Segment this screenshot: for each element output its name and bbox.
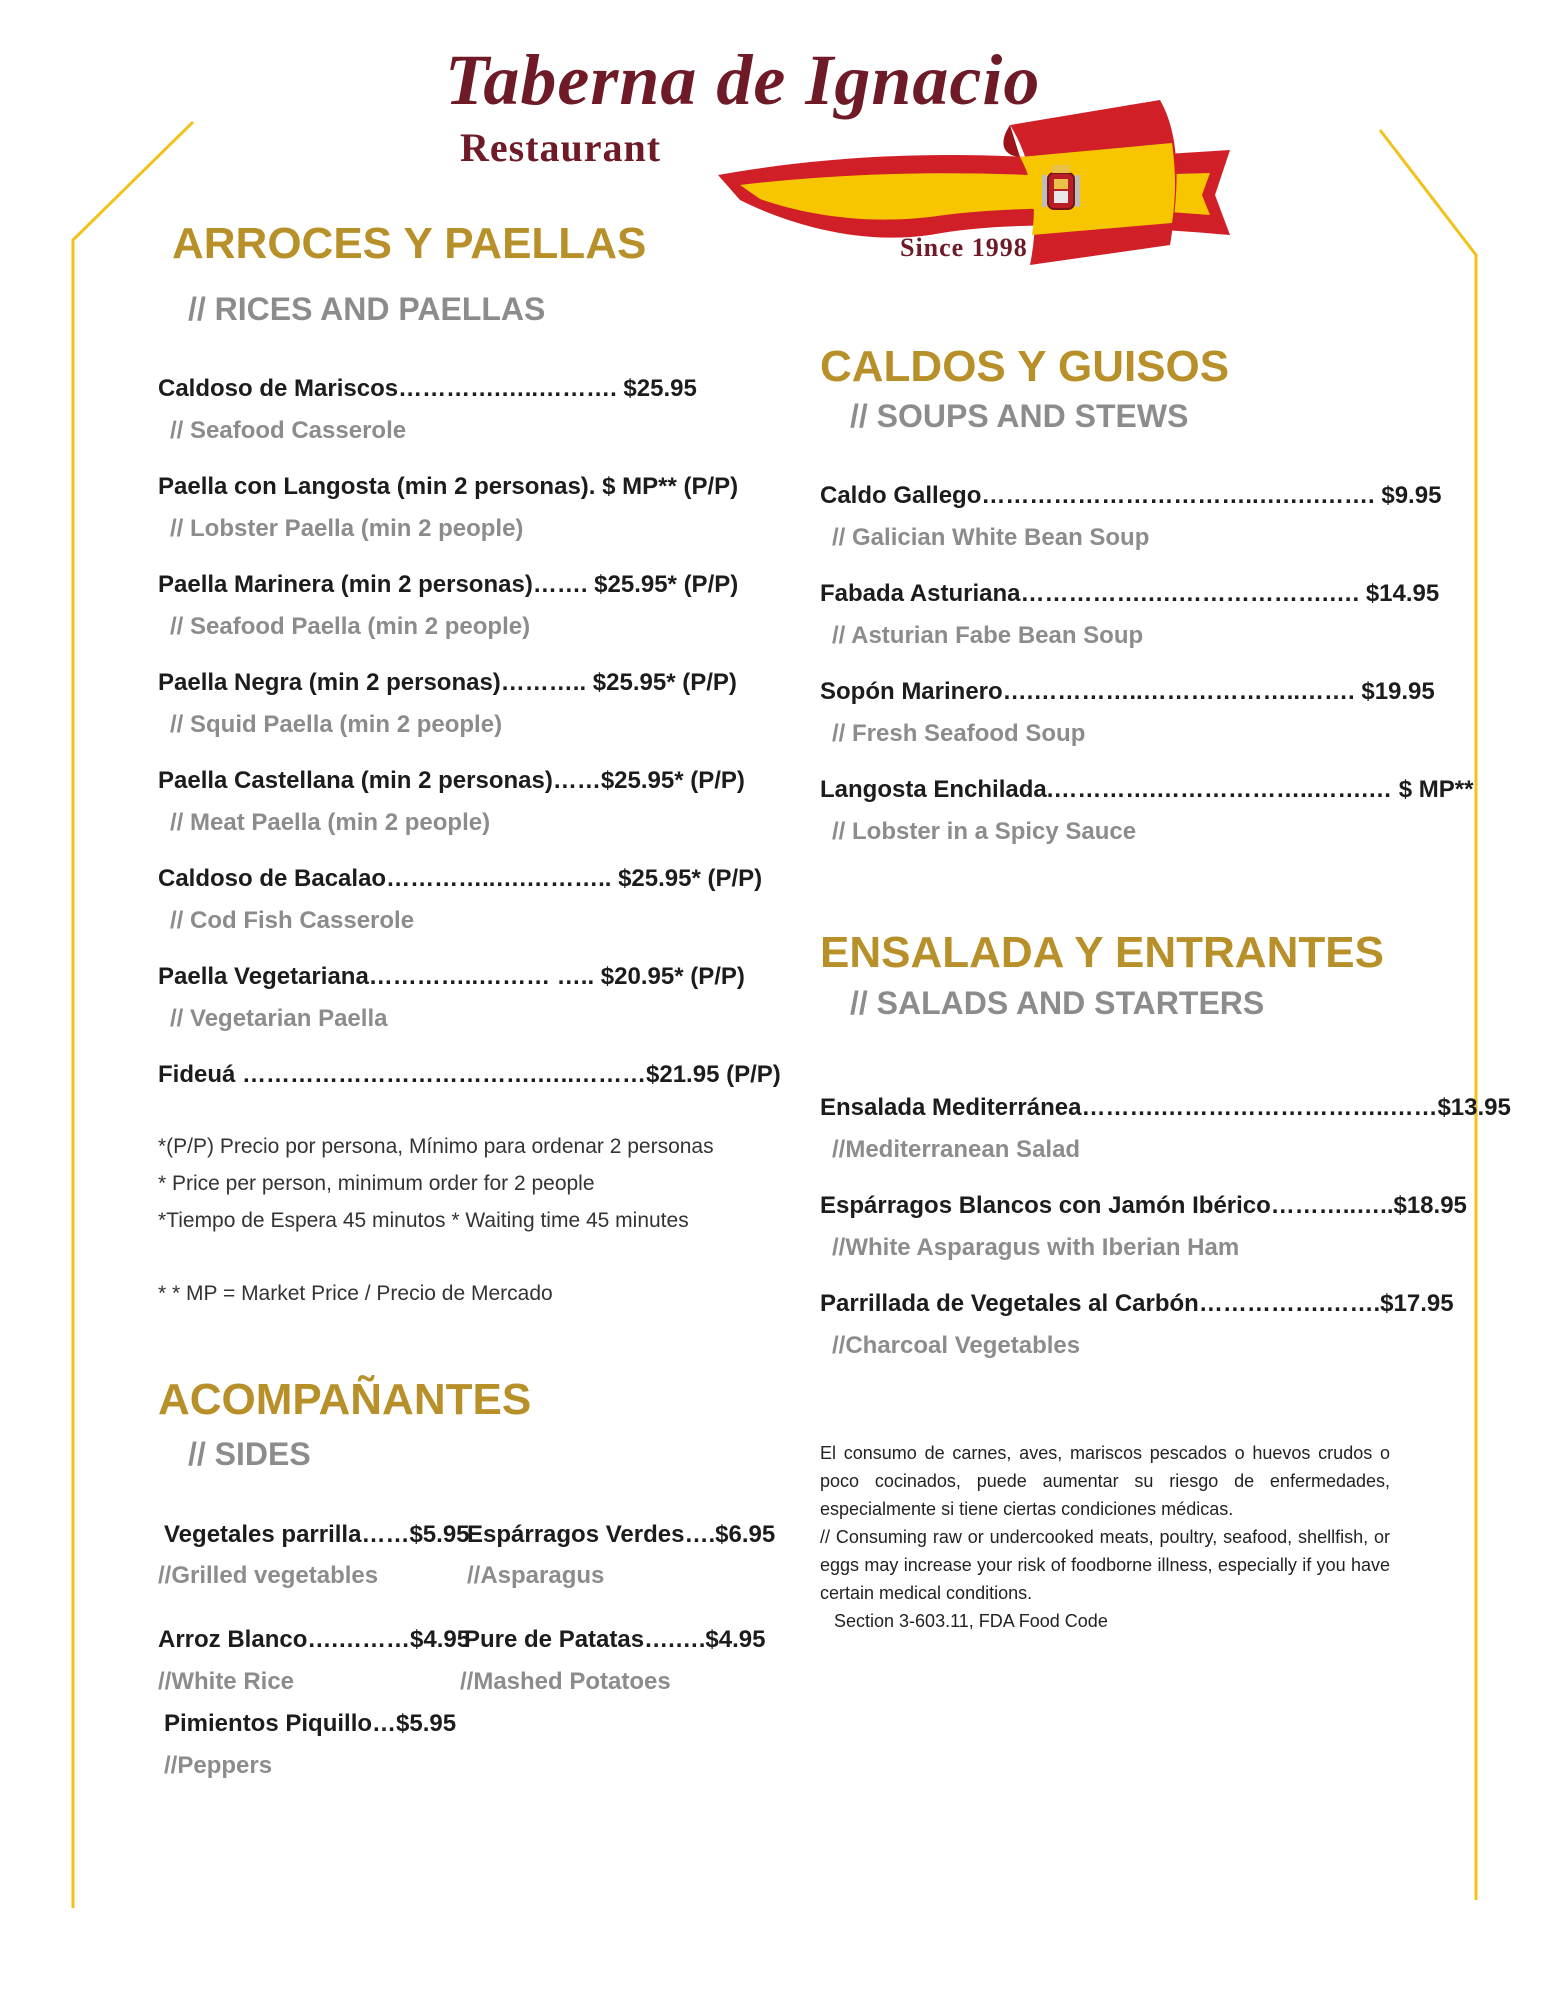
note-line: *(P/P) Precio por persona, Mínimo para ordenar 2 personas xyxy=(158,1135,714,1158)
side-item-name: Pimientos Piquillo…$5.95 xyxy=(164,1710,457,1737)
side-item-sub: //White Rice xyxy=(158,1668,295,1695)
rice-item-name: Paella con Langosta (min 2 personas). $ MP** (P/P) xyxy=(158,473,739,500)
side-item-sub: //Asparagus xyxy=(467,1562,605,1589)
disclaimer-english: // Consuming raw or undercooked meats, poultry, seafood, shellfish, or eggs may increase your risk of foodborne illness, especially if you have certain medical conditions. xyxy=(820,1527,1390,1603)
rices-title: ARROCES Y PAELLAS xyxy=(172,219,647,268)
note-line: *Tiempo de Espera 45 minutos * Waiting time 45 minutes xyxy=(158,1209,689,1232)
soup-item-name: Caldo Gallego……………………………..….….……. $9.95 xyxy=(820,482,1442,509)
rice-item-sub: // Lobster Paella (min 2 people) xyxy=(170,515,524,542)
salads-title: ENSALADA Y ENTRANTES xyxy=(820,928,1384,977)
salad-item-name: Espárragos Blancos con Jamón Ibérico………..…..$18.95 xyxy=(820,1192,1467,1219)
side-item-name: Vegetales parrilla……$5.95 xyxy=(164,1521,470,1548)
rice-item-sub: // Vegetarian Paella xyxy=(170,1005,388,1032)
rice-item-name: Paella Castellana (min 2 personas)……$25.95* (P/P) xyxy=(158,767,745,794)
soups-subtitle: // SOUPS AND STEWS xyxy=(850,398,1189,434)
food-safety-disclaimer xyxy=(820,1439,1390,1635)
rice-item-sub: // Seafood Casserole xyxy=(170,417,407,444)
rice-item-name: Fideuá ……………………………….…..………$21.95 (P/P) xyxy=(158,1061,781,1088)
salad-item-sub: //White Asparagus with Iberian Ham xyxy=(832,1234,1240,1261)
restaurant-subtitle: Restaurant xyxy=(460,125,662,170)
side-item-sub: //Grilled vegetables xyxy=(158,1562,379,1589)
rice-item-sub: // Seafood Paella (min 2 people) xyxy=(170,613,531,640)
rice-item-name: Paella Negra (min 2 personas)……….. $25.95* (P/P) xyxy=(158,669,737,696)
sides-subtitle: // SIDES xyxy=(188,1436,311,1472)
rice-item-name: Caldoso de Bacalao…………..….……….. $25.95* (P/P) xyxy=(158,865,763,892)
note-line: * Price per person, minimum order for 2 people xyxy=(158,1172,595,1195)
disclaimer-code: Section 3-603.11, FDA Food Code xyxy=(834,1611,1108,1631)
rice-item-name: Caldoso de Mariscos………….…..………. $25.95 xyxy=(158,375,697,402)
side-item-name: Arroz Blanco….………$4.95 xyxy=(158,1626,471,1653)
salad-item-name: Parrillada de Vegetales al Carbón…………….…….$17.95 xyxy=(820,1290,1454,1317)
soup-item-sub: // Asturian Fabe Bean Soup xyxy=(832,622,1144,649)
side-item-name: Espárragos Verdes….$6.95 xyxy=(467,1521,776,1548)
rice-item-name: Paella Marinera (min 2 personas)……. $25.95* (P/P) xyxy=(158,571,739,598)
disclaimer-spanish: El consumo de carnes, aves, mariscos pescados o huevos crudos o poco cocinados, puede aumentar su riesgo de enfermedades, especialmente si tiene ciertas condiciones médicas. xyxy=(820,1443,1390,1519)
soup-item-sub: // Lobster in a Spicy Sauce xyxy=(832,818,1137,845)
salad-item-sub: //Charcoal Vegetables xyxy=(832,1332,1081,1359)
side-item-sub: //Peppers xyxy=(164,1752,273,1779)
salads-subtitle: // SALADS AND STARTERS xyxy=(850,985,1265,1021)
side-item-name: Pure de Patatas….….$4.95 xyxy=(464,1626,766,1653)
soup-item-sub: // Fresh Seafood Soup xyxy=(832,720,1086,747)
rices-subtitle: // RICES AND PAELLAS xyxy=(188,291,546,327)
soup-item-name: Langosta Enchilada.………….………………..…….… $ MP** xyxy=(820,776,1474,803)
rice-item-sub: // Meat Paella (min 2 people) xyxy=(170,809,491,836)
salad-item-name: Ensalada Mediterránea……….………………………..……$13.95 xyxy=(820,1094,1511,1121)
salad-item-sub: //Mediterranean Salad xyxy=(832,1136,1081,1163)
sides-title: ACOMPAÑANTES xyxy=(158,1375,532,1424)
rice-item-sub: // Squid Paella (min 2 people) xyxy=(170,711,503,738)
soup-item-sub: // Galician White Bean Soup xyxy=(832,524,1150,551)
side-item-sub: //Mashed Potatoes xyxy=(460,1668,671,1695)
since-label: Since 1998 xyxy=(900,233,1028,262)
soups-title: CALDOS Y GUISOS xyxy=(820,342,1230,391)
soup-item-name: Sopón Marinero….…………..………………..……. $19.95 xyxy=(820,678,1435,705)
note-line: * * MP = Market Price / Precio de Mercado xyxy=(158,1282,553,1305)
rice-item-sub: // Cod Fish Casserole xyxy=(170,907,415,934)
restaurant-name: Taberna de Ignacio xyxy=(445,40,1041,120)
soup-item-name: Fabada Asturiana…………….….……………….…. $14.95 xyxy=(820,580,1440,607)
rice-item-name: Paella Vegetariana…………..……… ….. $20.95* (P/P) xyxy=(158,963,745,990)
frame-right-line xyxy=(1380,130,1476,1900)
